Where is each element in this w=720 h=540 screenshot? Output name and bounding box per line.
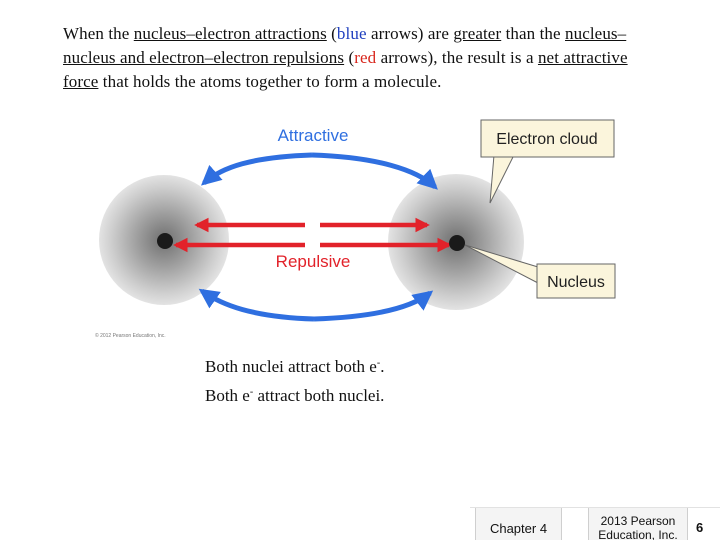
repulsive-label: Repulsive xyxy=(275,252,351,271)
bonding-figure xyxy=(92,115,627,343)
summary-line-2 xyxy=(205,381,384,410)
footer-publisher xyxy=(588,508,688,540)
description-paragraph xyxy=(63,22,663,94)
text-span: Both e xyxy=(205,386,250,405)
text-span: arrows) are xyxy=(366,24,454,43)
superscript: - xyxy=(376,357,381,369)
right-nucleus xyxy=(449,235,465,251)
underlined-term: nucleus–nucleus and electron–electron repulsions xyxy=(63,24,627,67)
text-span: Both nuclei attract both e xyxy=(205,357,377,376)
page-number: 6 xyxy=(696,520,704,535)
electron-cloud-label: Electron cloud xyxy=(496,131,598,148)
bonding-diagram xyxy=(92,115,627,343)
left-nucleus xyxy=(157,233,173,249)
underlined-term: nucleus–electron attractions xyxy=(133,24,327,43)
red-word: red xyxy=(354,48,377,67)
text-span: . xyxy=(380,357,385,376)
attractive-arrow-top-left xyxy=(204,155,312,183)
text-span: When the xyxy=(63,24,134,43)
text-span: attract both nuclei. xyxy=(253,386,385,405)
attractive-arrow-top-right xyxy=(312,155,435,187)
summary-line-1 xyxy=(205,352,384,381)
text-span: that holds the atoms together to form a molecule. xyxy=(98,72,442,91)
summary-lines xyxy=(205,352,384,410)
attractive-arrow-bottom-left xyxy=(202,291,314,319)
copyright-text: © 2012 Pearson Education, Inc. xyxy=(95,333,166,339)
blue-word: blue xyxy=(336,24,367,43)
underlined-term: net attractive force xyxy=(63,48,628,91)
attractive-arrow-bottom-right xyxy=(314,293,430,319)
chapter-label: Chapter 4 xyxy=(489,521,548,536)
publisher-label: 2013 Pearson Education, Inc. xyxy=(598,514,678,540)
superscript: - xyxy=(249,386,254,398)
underlined-term: greater xyxy=(453,24,502,43)
text-span: than the xyxy=(501,24,566,43)
text-span: arrows), the result is a xyxy=(376,48,538,67)
text-span: ( xyxy=(344,48,355,67)
text-span: ( xyxy=(326,24,337,43)
nucleus-label: Nucleus xyxy=(547,274,605,291)
footer-chapter xyxy=(475,508,562,540)
attractive-label: Attractive xyxy=(277,126,349,145)
